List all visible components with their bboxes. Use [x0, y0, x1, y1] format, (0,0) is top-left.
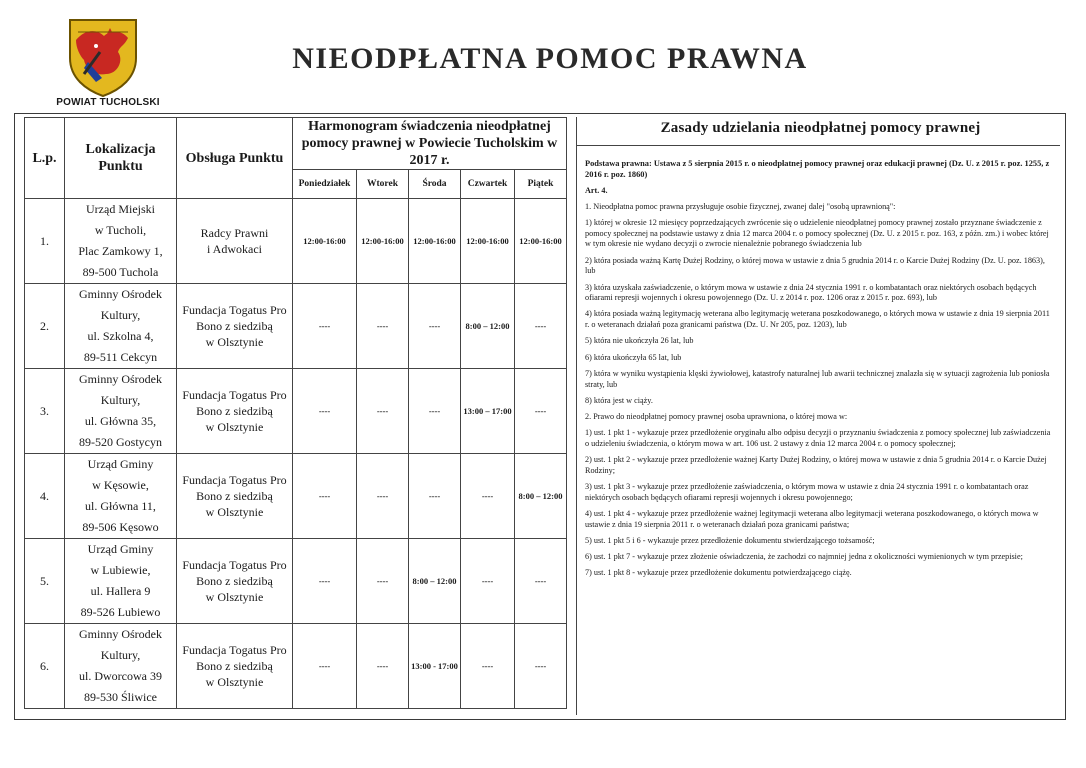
location-cell — [65, 624, 177, 709]
rule-paragraph: 2) ust. 1 pkt 2 - wykazuje przez przedłożenie ważnej Karty Dużej Rodziny, o której mowa w ustawie z dnia 5 grudnia 2014 r. o Karcie Dużej Rodziny; — [585, 455, 1047, 475]
rule-paragraph: Art. 4. — [585, 185, 608, 195]
rule-paragraph: 1) ust. 1 pkt 1 - wykazuje przez przedłożenie oryginału albo odpisu decyzji o przyznaniu świadczenia z pomocy społecznej lub zaświadczenia o udzieleniu świadczenia, o którym mowa w art. 106 ust. 2 ustawy z dnia 12 marca 2004 r. o pomocy społecznej; — [585, 428, 1051, 448]
schedule-cell: 8:00 – 12:00 — [409, 539, 461, 624]
row-number: 4. — [25, 454, 65, 539]
row-number: 5. — [25, 539, 65, 624]
rules-title: Zasady udzielania nieodpłatnej pomocy prawnej — [660, 120, 981, 136]
table-row — [25, 539, 567, 624]
header-day: Piątek — [515, 170, 567, 199]
rule-paragraph: 3) która uzyskała zaświadczenie, o którym mowa w ustawie z dnia 24 stycznia 1991 r. o kombatantach oraz niektórych osobach będących ofiarami represji wojennych i okresu powojennego (Dz. U. z 2014 r. poz. 1206 oraz z 2015 r. poz. 693), lub — [585, 282, 1037, 303]
rule-paragraph: 7) ust. 1 pkt 8 - wykazuje przez przedłożenie dokumentu potwierdzającego ciążę. — [585, 568, 852, 578]
row-number: 6. — [25, 624, 65, 709]
schedule-cell: ---- — [515, 539, 567, 624]
service-line: Bono z siedzibą — [196, 574, 273, 588]
schedule-cell: ---- — [293, 369, 357, 454]
service-line: i Adwokaci — [207, 242, 262, 256]
schedule-cell: ---- — [461, 624, 515, 709]
schedule-cell: 13:00 – 17:00 — [461, 369, 515, 454]
schedule-table — [24, 117, 567, 709]
service-line: Fundacja Togatus Pro — [182, 473, 287, 487]
schedule-cell: ---- — [409, 369, 461, 454]
location-line: 89-506 Kęsowo — [82, 520, 159, 534]
schedule-cell: ---- — [293, 454, 357, 539]
rule-paragraph: 4) ust. 1 pkt 4 - wykazuje przez przedłożenie ważnej legitymacji weterana albo legitymacji weterana poszkodowanego, o których mowa w ustawie z dnia 19 sierpnia 2011 r. o weteranach działań poza granicami państwa; — [585, 508, 1039, 529]
rule-paragraph: 5) która nie ukończyła 26 lat, lub — [585, 336, 694, 346]
header-day: Czwartek — [461, 170, 515, 199]
header-day: Środa — [409, 170, 461, 199]
row-number: 2. — [25, 284, 65, 369]
rule-paragraph: 6) ust. 1 pkt 7 - wykazuje przez złożenie oświadczenia, że zachodzi co najmniej jedna z okoliczności wymienionych w tym przepisie; — [585, 552, 1023, 562]
coat-of-arms-icon — [66, 16, 140, 98]
schedule-cell: 13:00 - 17:00 — [409, 624, 461, 709]
schedule-cell: 12:00-16:00 — [461, 199, 515, 284]
location-line: ul. Główna 11, — [85, 499, 156, 513]
table-row — [25, 369, 567, 454]
rule-paragraph: 2) która posiada ważną Kartę Dużej Rodziny, o której mowa w ustawie z dnia 5 grudnia 2014 r. o Karcie Dużej Rodziny (Dz. U. poz. 1863), lub — [585, 255, 1045, 276]
location-line: Gminny Ośrodek — [79, 372, 162, 386]
service-line: w Olsztynie — [205, 420, 264, 434]
location-line: ul. Hallera 9 — [90, 584, 151, 598]
location-line: Gminny Ośrodek — [79, 627, 162, 641]
service-cell — [177, 539, 293, 624]
schedule-cell: ---- — [515, 369, 567, 454]
rule-paragraph: 7) która w wyniku wystąpienia klęski żywiołowej, katastrofy naturalnej lub awarii technicznej znalazła się w sytuacji zagrożenia lub poniosła straty, lub — [585, 368, 1050, 389]
schedule-cell: ---- — [461, 454, 515, 539]
service-line: Fundacja Togatus Pro — [182, 303, 287, 317]
location-line: 89-526 Lubiewo — [80, 605, 161, 619]
schedule-cell: ---- — [293, 539, 357, 624]
service-cell — [177, 454, 293, 539]
rules-panel — [576, 117, 1060, 715]
location-line: Urząd Miejski — [86, 202, 155, 216]
location-cell — [65, 369, 177, 454]
table-row — [25, 624, 567, 709]
service-line: Bono z siedzibą — [196, 659, 273, 673]
county-name: POWIAT TUCHOLSKI — [56, 97, 160, 108]
schedule-cell: 8:00 – 12:00 — [461, 284, 515, 369]
schedule-cell: 8:00 – 12:00 — [515, 454, 567, 539]
service-line: w Olsztynie — [205, 505, 264, 519]
location-line: ul. Dworcowa 39 — [79, 669, 162, 683]
location-cell — [65, 539, 177, 624]
location-line: 89-500 Tuchola — [82, 265, 159, 279]
rules-divider — [577, 145, 1060, 146]
schedule-cell: ---- — [461, 539, 515, 624]
header-lp: L.p. — [25, 118, 65, 199]
rule-paragraph: 3) ust. 1 pkt 3 - wykazuje przez przedłożenie zaświadczenia, o którym mowa w ustawie z dnia 24 stycznia 1991 r. o kombatantach oraz niektórych osobach będących ofiarami represji wojennych i okresu powojennego; — [585, 482, 1029, 502]
schedule-cell: ---- — [409, 284, 461, 369]
rule-paragraph: 6) która ukończyła 65 lat, lub — [585, 352, 682, 362]
location-line: w Kęsowie, — [92, 478, 149, 492]
rule-paragraph: 2. Prawo do nieodpłatnej pomocy prawnej osoba uprawniona, o której mowa w: — [585, 412, 848, 422]
location-line: ul. Główna 35, — [84, 414, 157, 428]
location-line: Gminny Ośrodek — [79, 287, 162, 301]
service-line: Bono z siedzibą — [196, 489, 273, 503]
location-line: w Tucholi, — [94, 223, 147, 237]
schedule-cell: ---- — [409, 454, 461, 539]
service-line: w Olsztynie — [205, 335, 264, 349]
location-cell — [65, 199, 177, 284]
service-cell — [177, 369, 293, 454]
service-cell — [177, 624, 293, 709]
service-cell — [177, 284, 293, 369]
rules-list — [585, 186, 1056, 579]
location-line: Urząd Gminy — [87, 542, 154, 556]
schedule-cell: ---- — [357, 539, 409, 624]
location-cell — [65, 284, 177, 369]
location-line: 89-520 Gostycyn — [79, 435, 162, 449]
header-day: Wtorek — [357, 170, 409, 199]
page-title: NIEODPŁATNA POMOC PRAWNA — [292, 42, 808, 75]
service-line: Bono z siedzibą — [196, 404, 273, 418]
schedule-cell: ---- — [357, 624, 409, 709]
header-day: Poniedziałek — [293, 170, 357, 199]
rule-paragraph: 8) która jest w ciąży. — [585, 395, 653, 405]
table-row — [25, 284, 567, 369]
header-location: Lokalizacja Punktu — [65, 118, 177, 199]
location-line: Plac Zamkowy 1, — [78, 244, 163, 258]
schedule-cell: ---- — [357, 284, 409, 369]
row-number: 3. — [25, 369, 65, 454]
rule-paragraph: 1. Nieodpłatna pomoc prawna przysługuje osobie fizycznej, zwanej dalej "osobą uprawnioną": — [585, 201, 896, 211]
location-line: Kultury, — [100, 393, 141, 407]
location-cell — [65, 454, 177, 539]
rule-paragraph: 1) której w okresie 12 miesięcy poprzedzających zwrócenie się o udzielenie nieodpłatnej pomocy prawnej zostało przyznane świadczenie z pomocy społecznej na podstawie ustawy z dnia 12 marca 2004 r. o pomocy społecznej (Dz. U. z 2015 r. poz. 163, z późn. zm.) i wobec której w tym okresie nie wydano decyzji o zwrocie nienależnie pobranego świadczenia lub — [585, 218, 1049, 249]
schedule-cell: ---- — [357, 369, 409, 454]
service-line: w Olsztynie — [205, 590, 264, 604]
service-line: Fundacja Togatus Pro — [182, 558, 287, 572]
schedule-cell: 12:00-16:00 — [515, 199, 567, 284]
rule-paragraph: 5) ust. 1 pkt 5 i 6 - wykazuje przez przedłożenie dokumentu stwierdzającego tożsamość; — [585, 535, 875, 545]
service-line: Bono z siedzibą — [196, 319, 273, 333]
legal-basis: Podstawa prawna: Ustawa z 5 sierpnia 2015 r. o nieodpłatnej pomocy prawnej oraz edukacji prawnej (Dz. U. z 2015 r. poz. 1255, z 2016 r. poz. 1860) — [585, 159, 1050, 179]
location-line: w Lubiewie, — [90, 563, 151, 577]
row-number: 1. — [25, 199, 65, 284]
schedule-cell: 12:00-16:00 — [357, 199, 409, 284]
header-schedule: Harmonogram świadczenia nieodpłatnej pomocy prawnej w Powiecie Tucholskim w 2017 r. — [293, 118, 567, 170]
rule-paragraph: 4) która posiada ważną legitymację weterana albo legitymację weterana poszkodowanego, o których mowa w ustawie z dnia 19 sierpnia 2011 r. o weteranach działań poza granicami państwa (Dz. U. Nr 205, poz. 1203), lub — [585, 309, 1050, 330]
schedule-cell: ---- — [293, 624, 357, 709]
schedule-cell: ---- — [515, 284, 567, 369]
schedule-cell: 12:00-16:00 — [409, 199, 461, 284]
location-line: ul. Szkolna 4, — [87, 329, 154, 343]
location-line: Urząd Gminy — [87, 457, 154, 471]
header-service: Obsługa Punktu — [177, 118, 293, 199]
table-row — [25, 199, 567, 284]
service-line: Radcy Prawni — [200, 226, 269, 240]
schedule-cell: ---- — [293, 284, 357, 369]
schedule-cell: ---- — [515, 624, 567, 709]
schedule-cell: 12:00-16:00 — [293, 199, 357, 284]
service-line: w Olsztynie — [205, 675, 264, 689]
location-line: Kultury, — [100, 648, 141, 662]
service-cell — [177, 199, 293, 284]
service-line: Fundacja Togatus Pro — [182, 388, 287, 402]
location-line: 89-511 Cekcyn — [83, 350, 158, 364]
service-line: Fundacja Togatus Pro — [182, 643, 287, 657]
schedule-cell: ---- — [357, 454, 409, 539]
table-row — [25, 454, 567, 539]
location-line: Kultury, — [100, 308, 141, 322]
location-line: 89-530 Śliwice — [84, 690, 157, 704]
